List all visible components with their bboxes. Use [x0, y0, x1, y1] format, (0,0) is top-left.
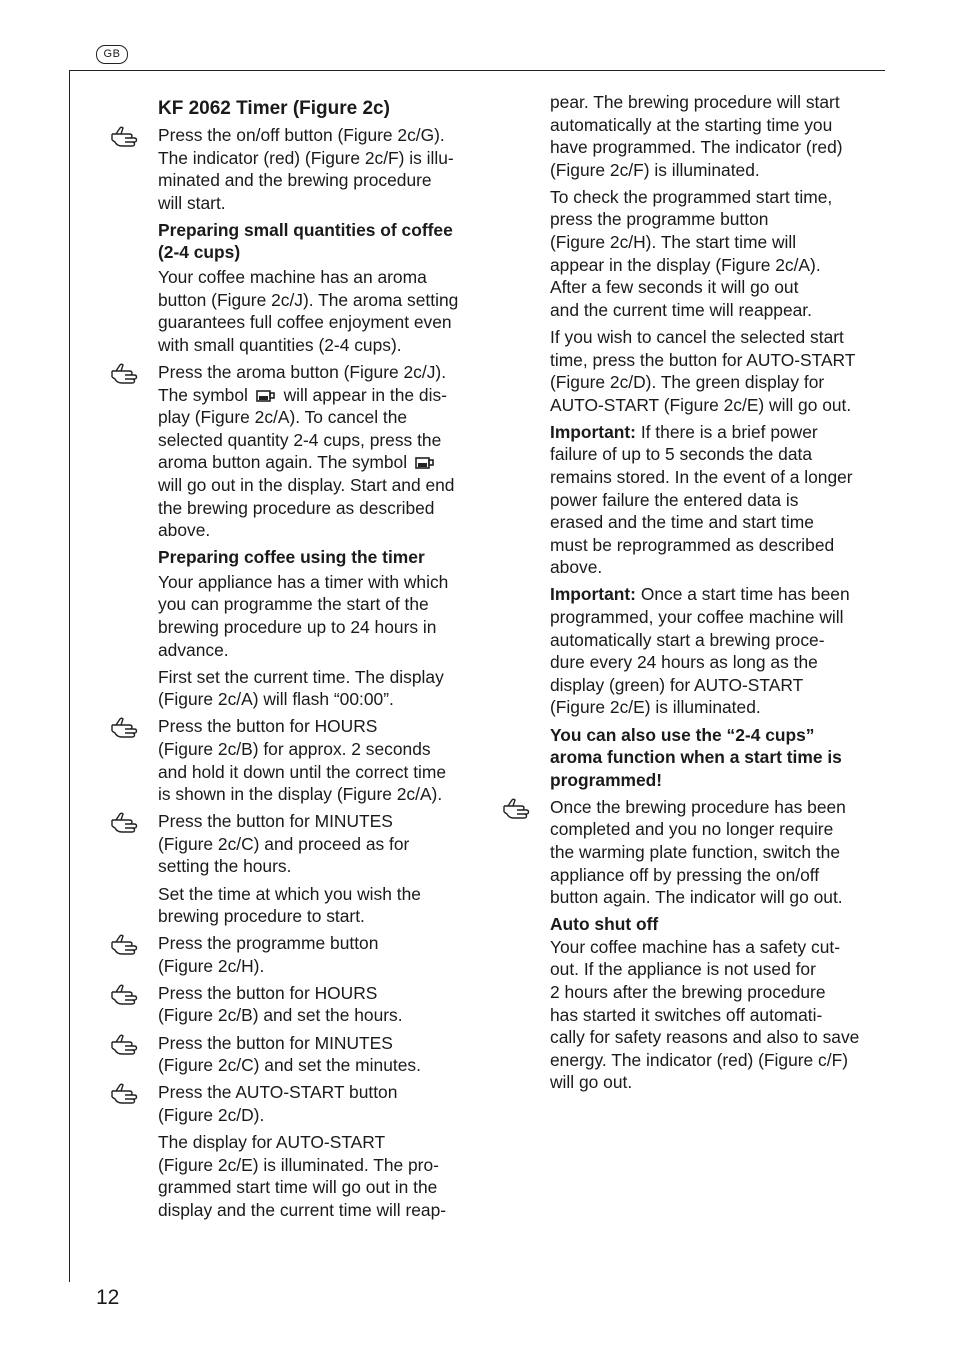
paragraph: pear. The brewing procedure will start automatically at the starting time you have programmed. The indicator (red) (Figure 2c/F) is illuminated. [550, 92, 843, 180]
paragraph: Your appliance has a timer with which you can programme the start of the brewing procedure up to 24 hours in advance. [158, 571, 449, 660]
paragraph: The display for AUTO-START (Figure 2c/E) is illuminated. The pro- grammed start time will go out in the display and the current time will reap- [158, 1131, 447, 1220]
important-note [550, 583, 870, 719]
cup-symbol-icon [414, 456, 436, 470]
instruction-step [158, 982, 474, 1027]
paragraph: To check the programmed start time, press the programme button (Figure 2c/H). The start time will appear in the display (Figure 2c/A). After a few seconds it will go out and the current time will reappear. [550, 186, 833, 320]
subheading-timer: Preparing coffee using the timer [158, 547, 425, 568]
subheading-auto-shut-off: Auto shut off [550, 914, 659, 935]
instruction-step [158, 810, 474, 878]
step-text-line: selected quantity 2-4 cups, press the [158, 429, 442, 450]
step-text-line [158, 384, 474, 407]
step-text: Press the button for MINUTES (Figure 2c/C) and proceed as for setting the hours. [158, 811, 410, 877]
pointing-hand-icon [110, 983, 144, 1005]
pointing-hand-icon [502, 797, 536, 819]
pointing-hand-icon [110, 811, 144, 833]
instruction-step [158, 124, 474, 214]
pointing-hand-icon [110, 1033, 144, 1055]
page-number: 12 [96, 1286, 120, 1309]
text-fragment: aroma button again. The symbol [158, 452, 408, 473]
top-rule [69, 70, 885, 71]
right-column [550, 92, 870, 1099]
subheading-small-quantities: Preparing small quantities of coffee (2-4 cups) [158, 219, 453, 263]
instruction-step [550, 796, 870, 909]
paragraph: If you wish to cancel the selected start time, press the button for AUTO-START (Figure 2c/D). The green display for AUTO-START (Figure 2c/E) will go out. [550, 326, 856, 415]
step-text: will go out in the display. Start and end the brewing procedure as described above. [158, 474, 455, 541]
step-text-line [158, 451, 474, 474]
step-text: Press the on/off button (Figure 2c/G). The indicator (red) (Figure 2c/F) is illu- minated and the brewing procedure will start. [158, 125, 454, 213]
instruction-step [158, 932, 474, 977]
pointing-hand-icon [110, 933, 144, 955]
step-text: Press the button for MINUTES (Figure 2c/C) and set the minutes. [158, 1032, 421, 1076]
paragraph: Set the time at which you wish the brewing procedure to start. [158, 883, 421, 927]
step-text: Press the button for HOURS (Figure 2c/B) for approx. 2 seconds and hold it down until the correct time is shown in the display (Figure 2c/A). [158, 716, 447, 805]
important-label: Important: [550, 421, 636, 442]
instruction-step [158, 1081, 474, 1126]
cup-symbol-icon [255, 389, 277, 403]
step-text: Press the programme button (Figure 2c/H). [158, 933, 379, 976]
bold-note: You can also use the “2-4 cups” aroma function when a start time is programmed! [550, 724, 842, 790]
text-fragment: will appear in the dis- [283, 384, 447, 405]
text-fragment: The symbol [158, 384, 248, 405]
section-heading: KF 2062 Timer (Figure 2c) [158, 98, 390, 119]
pointing-hand-icon [110, 125, 144, 147]
step-text: Once the brewing procedure has been completed and you no longer require the warming plate function, switch the appliance off by pressing the on/off button again. The indicator will go out. [550, 796, 846, 908]
important-label: Important: [550, 584, 636, 605]
note-text: Once a start time has been programmed, your coffee machine will automatically start a brewing proce- dure every 24 hours as long as the display (green) for AUTO-START (Figure 2c/E) is illuminated. [550, 584, 850, 718]
paragraph: Your coffee machine has a safety cut- out. If the appliance is not used for 2 hours after the brewing procedure has started it switches off automati- cally for safety reasons and also to save energy. The indicator (red) (Figure c/F) will go out. [550, 936, 860, 1093]
paragraph: Your coffee machine has an aroma button (Figure 2c/J). The aroma setting guarantees full coffee enjoyment even with small quantities (2-4 cups). [158, 267, 459, 355]
step-text-line: play (Figure 2c/A). To cancel the [158, 407, 408, 428]
pointing-hand-icon [110, 716, 144, 738]
important-note [550, 421, 870, 579]
note-text: If there is a brief power failure of up to 5 seconds the data remains stored. In the event of a longer power failure the entered data is erased and the time and start time must be reprogrammed as described above. [550, 421, 853, 578]
instruction-step [158, 715, 474, 805]
step-text: Press the AUTO-START button (Figure 2c/D). [158, 1082, 398, 1125]
left-column [158, 96, 474, 1226]
paragraph: First set the current time. The display (Figure 2c/A) will flash “00:00”. [158, 666, 444, 710]
left-rule [69, 70, 70, 1282]
step-text: Press the button for HOURS (Figure 2c/B) and set the hours. [158, 982, 403, 1026]
language-badge: GB [96, 45, 128, 64]
pointing-hand-icon [110, 362, 144, 384]
instruction-step [158, 1032, 474, 1077]
step-text-line: Press the aroma button (Figure 2c/J). [158, 361, 447, 382]
instruction-step [158, 361, 474, 542]
pointing-hand-icon [110, 1082, 144, 1104]
